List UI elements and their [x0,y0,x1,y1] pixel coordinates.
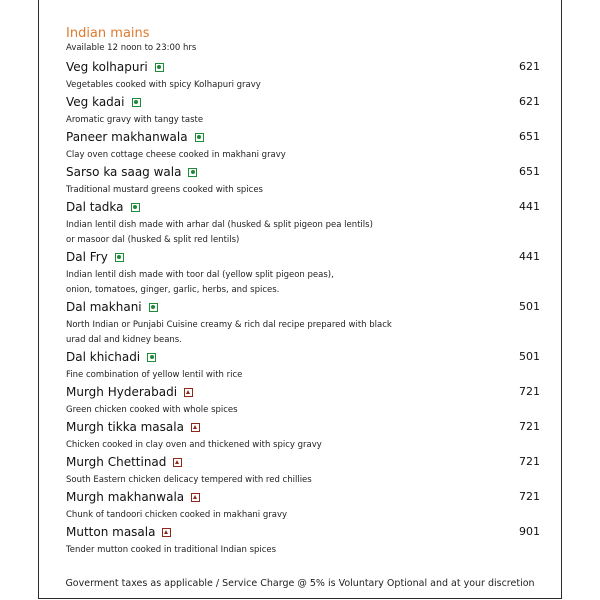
menu-item-price: 901 [519,525,540,538]
menu-item-description [66,541,540,558]
veg-mark-icon [147,353,156,362]
menu-item-header [66,198,540,216]
menu-item-header [66,488,540,506]
menu-item [66,93,540,128]
menu-item-price: 721 [519,420,540,433]
menu-item-header [66,248,540,266]
menu-item [66,523,540,558]
nonveg-mark-icon [191,493,200,502]
menu-item-description-line: Indian lentil dish made with toor dal (yellow split pigeon peas), [66,270,334,280]
menu-item-description-line: Chicken cooked in clay oven and thickened with spicy gravy [66,440,322,450]
menu-item-price: 441 [519,200,540,213]
menu-item-name: Dal makhani [66,300,142,314]
menu-item-header [66,298,540,316]
menu-item-name: Murgh tikka masala [66,420,184,434]
menu-item-header [66,418,540,436]
menu-item-description-line: Green chicken cooked with whole spices [66,405,238,415]
veg-mark-icon [188,168,197,177]
menu-item-header [66,128,540,146]
menu-item-name: Veg kolhapuri [66,60,148,74]
menu-item [66,163,540,198]
nonveg-mark-icon [191,423,200,432]
menu-item-price: 721 [519,455,540,468]
menu-item-name: Paneer makhanwala [66,130,188,144]
menu-item-description [66,266,540,298]
menu-item-price: 651 [519,130,540,143]
menu-item-price: 501 [519,300,540,313]
menu-item-name: Murgh makhanwala [66,490,185,504]
menu-item-name: Veg kadai [66,95,125,109]
veg-mark-icon [131,203,140,212]
menu-item-price: 651 [519,165,540,178]
menu-item-price: 501 [519,350,540,363]
menu-item-header [66,383,540,401]
menu-item-description [66,146,540,163]
menu-item-name: Mutton masala [66,525,156,539]
menu-item-name: Sarso ka saag wala [66,165,182,179]
section-subtitle: Available 12 noon to 23:00 hrs [66,43,197,53]
menu-item-description-line: Traditional mustard greens cooked with spices [66,185,263,195]
menu-item [66,488,540,523]
menu-item-description [66,471,540,488]
menu-item-description-line: South Eastern chicken delicacy tempered with red chillies [66,475,312,485]
menu-item-description [66,436,540,453]
menu-item-description [66,181,540,198]
footer-note: Goverment taxes as applicable / Service Charge @ 5% is Voluntary Optional and at your discretion [65,578,535,589]
menu-item-description-line: onion, tomatoes, ginger, garlic, herbs, and spices. [66,285,280,295]
menu-item-name: Murgh Hyderabadi [66,385,178,399]
nonveg-mark-icon [162,528,171,537]
veg-mark-icon [155,63,164,72]
menu-item [66,128,540,163]
menu-item-description [66,316,540,348]
veg-mark-icon [115,253,124,262]
menu-item-description-line: or masoor dal (husked & split red lentils) [66,235,240,245]
menu-item-description [66,366,540,383]
menu-item [66,348,540,383]
menu-item-description-line: urad dal and kidney beans. [66,335,182,345]
menu-item-description-line: Aromatic gravy with tangy taste [66,115,204,125]
menu-item-price: 721 [519,385,540,398]
menu-item-header [66,93,540,111]
menu-item-price: 441 [519,250,540,263]
menu-item-description-line: North Indian or Punjabi Cuisine creamy & rich dal recipe prepared with black [66,320,392,330]
section-title: Indian mains [66,26,150,41]
menu-item-price: 621 [519,95,540,108]
veg-mark-icon [195,133,204,142]
menu-item [66,58,540,93]
menu-item-description-line: Indian lentil dish made with arhar dal (husked & split pigeon pea lentils) [66,220,373,230]
menu-item [66,198,540,248]
menu-item-header [66,163,540,181]
menu-item-price: 621 [519,60,540,73]
menu-item-header [66,58,540,76]
menu-item-header [66,348,540,366]
menu-item-description [66,506,540,523]
menu-item-description [66,111,540,128]
menu-item-name: Dal khichadi [66,350,141,364]
menu-item-description [66,401,540,418]
menu-item-price: 721 [519,490,540,503]
menu-item [66,453,540,488]
menu-list [66,58,540,558]
menu-item-description-line: Fine combination of yellow lentil with rice [66,370,243,380]
menu-item-description [66,76,540,93]
menu-item-description-line: Clay oven cottage cheese cooked in makhani gravy [66,150,286,160]
veg-mark-icon [149,303,158,312]
nonveg-mark-icon [184,388,193,397]
menu-item-header [66,523,540,541]
menu-item [66,418,540,453]
menu-item-description-line: Vegetables cooked with spicy Kolhapuri gravy [66,80,261,90]
menu-item [66,248,540,298]
nonveg-mark-icon [173,458,182,467]
menu-item-description-line: Tender mutton cooked in traditional Indian spices [66,545,277,555]
menu-item-name: Dal tadka [66,200,124,214]
menu-item-header [66,453,540,471]
menu-item-description [66,216,540,248]
menu-item-description-line: Chunk of tandoori chicken cooked in makhani gravy [66,510,288,520]
veg-mark-icon [132,98,141,107]
menu-item [66,298,540,348]
menu-item-name: Murgh Chettinad [66,455,167,469]
menu-item-name: Dal Fry [66,250,108,264]
menu-item [66,383,540,418]
